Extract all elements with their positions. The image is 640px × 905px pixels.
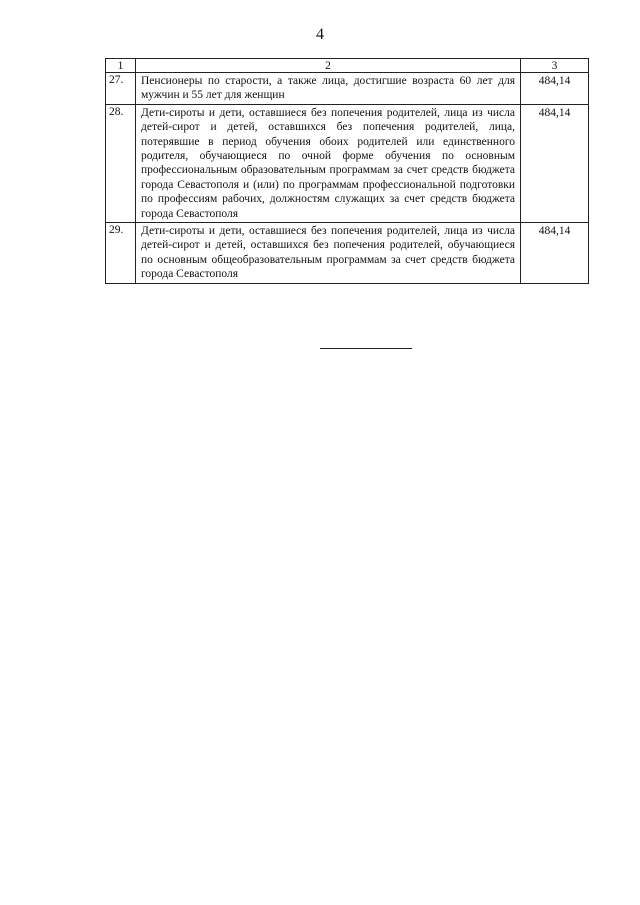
end-of-document-rule <box>320 348 412 349</box>
row-value: 484,14 <box>521 223 589 284</box>
row-number: 27. <box>106 73 136 105</box>
table-row <box>106 104 589 222</box>
column-header-3: 3 <box>521 59 589 73</box>
row-value: 484,14 <box>521 104 589 222</box>
table-header-row <box>106 59 589 73</box>
row-description: Дети-сироты и дети, оставшиеся без попечения родителей, лица из числа детей-сирот и детей, оставшихся без попечения родителей, обучающиеся по основным общеобразовательным программам за счет средств бюджета города Севастополя <box>136 223 521 284</box>
table-row <box>106 223 589 284</box>
column-header-2: 2 <box>136 59 521 73</box>
page-number: 4 <box>316 26 324 43</box>
benefits-table <box>105 58 589 284</box>
row-number: 29. <box>106 223 136 284</box>
column-header-1: 1 <box>106 59 136 73</box>
row-number: 28. <box>106 104 136 222</box>
row-description: Дети-сироты и дети, оставшиеся без попечения родителей, лица из числа детей-сирот и детей, оставшихся без попечения родителей, лица, потерявшие в период обучения обоих родителей или единственного родителя, обучающиеся по очной форме обучения по основным профессиональным образовательным программам за счет средств бюджета города Севастополя и (или) по программам профессиональной подготовки по профессиям рабочих, должностям служащих за счет средств бюджета города Севастополя <box>136 104 521 222</box>
row-description: Пенсионеры по старости, а также лица, достигшие возраста 60 лет для мужчин и 55 лет для женщин <box>136 73 521 105</box>
table-row <box>106 73 589 105</box>
row-value: 484,14 <box>521 73 589 105</box>
